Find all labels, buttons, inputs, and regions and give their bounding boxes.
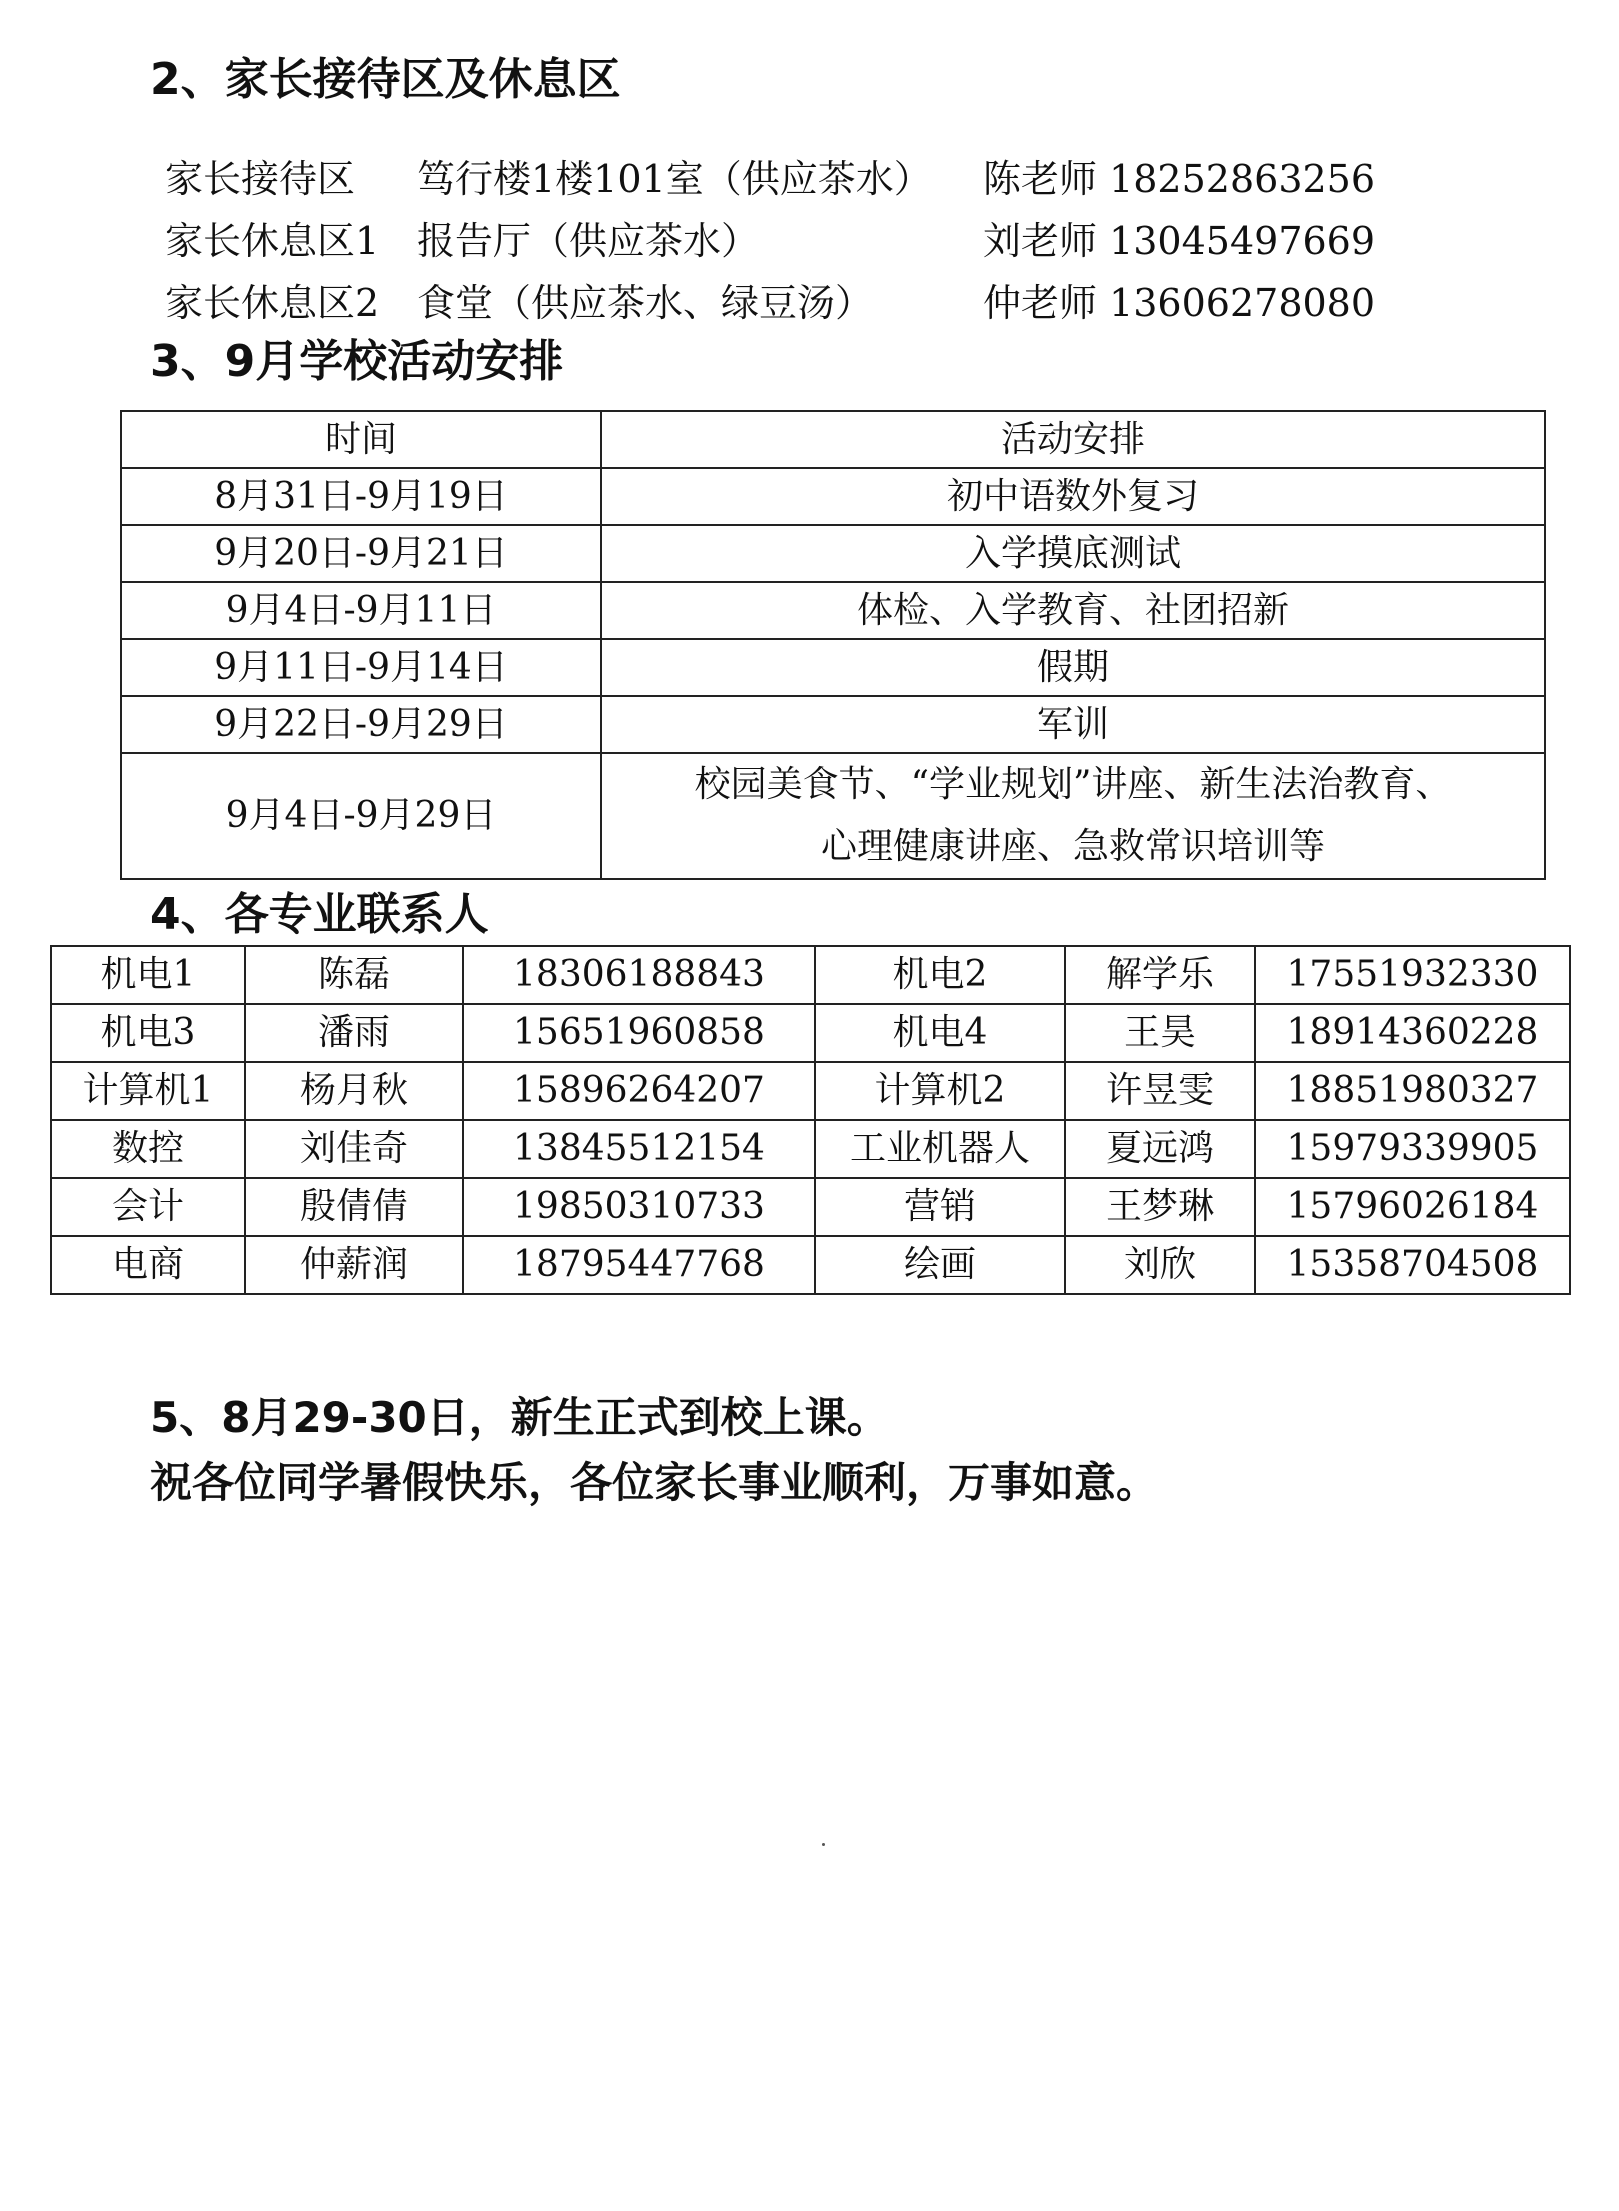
schedule-activity: 初中语数外复习 [601,468,1545,525]
major-name: 电商 [51,1236,245,1294]
schedule-activity: 入学摸底测试 [601,525,1545,582]
contact-name: 殷倩倩 [245,1178,463,1236]
schedule-header-time: 时间 [121,411,601,468]
contact-phone: 19850310733 [463,1178,815,1236]
contact-name: 王梦琳 [1065,1178,1255,1236]
schedule-activity: 体检、入学教育、社团招新 [601,582,1545,639]
contact-row [51,1236,1570,1294]
schedule-activity: 假期 [601,639,1545,696]
section3-heading: 3、9月学校活动安排 [150,336,564,387]
schedule-time: 9月22日-9月29日 [121,696,601,753]
major-name: 会计 [51,1178,245,1236]
contact-phone: 18795447768 [463,1236,815,1294]
schedule-time: 9月11日-9月14日 [121,639,601,696]
contact-phone: 15796026184 [1255,1178,1570,1236]
schedule-table [120,410,1546,880]
contact-phone: 18306188843 [463,946,815,1004]
schedule-header-activity: 活动安排 [601,411,1545,468]
major-name: 计算机1 [51,1062,245,1120]
contact-name: 刘欣 [1065,1236,1255,1294]
contact-name: 许昱雯 [1065,1062,1255,1120]
section2-heading: 2、家长接待区及休息区 [150,54,621,105]
contact-name: 解学乐 [1065,946,1255,1004]
contact-phone: 15358704508 [1255,1236,1570,1294]
reception-location: 报告厅（供应茶水） [417,219,760,263]
reception-location: 笃行楼1楼101室（供应茶水） [417,157,932,201]
schedule-activity-line: 心理健康讲座、急救常识培训等 [820,826,1325,867]
contact-row [51,1062,1570,1120]
schedule-row [121,639,1545,696]
stray-dot [822,1843,825,1846]
major-name: 数控 [51,1120,245,1178]
section5-line1: 5、8月29-30日，新生正式到校上课。 [150,1393,889,1442]
schedule-row [121,525,1545,582]
contact-phone: 18914360228 [1255,1004,1570,1062]
schedule-row [121,468,1545,525]
contact-name: 仲薪润 [245,1236,463,1294]
major-name: 工业机器人 [815,1120,1065,1178]
major-name: 机电4 [815,1004,1065,1062]
schedule-activity [601,753,1545,879]
schedule-header-row [121,411,1545,468]
contact-row [51,1004,1570,1062]
reception-contact: 陈老师 18252863256 [983,157,1376,201]
schedule-row [121,753,1545,879]
contact-row [51,1178,1570,1236]
contact-phone: 17551932330 [1255,946,1570,1004]
schedule-time: 9月4日-9月29日 [121,753,601,879]
contact-name: 刘佳奇 [245,1120,463,1178]
reception-location: 食堂（供应茶水、绿豆汤） [417,281,874,325]
contacts-table [50,945,1571,1295]
reception-area: 家长接待区 [165,157,356,201]
contact-name: 杨月秋 [245,1062,463,1120]
contact-phone: 15651960858 [463,1004,815,1062]
contact-name: 夏远鸿 [1065,1120,1255,1178]
schedule-row [121,582,1545,639]
contact-name: 王昊 [1065,1004,1255,1062]
schedule-time: 9月4日-9月11日 [121,582,601,639]
schedule-time: 8月31日-9月19日 [121,468,601,525]
reception-contact: 刘老师 13045497669 [983,219,1376,263]
major-name: 机电1 [51,946,245,1004]
schedule-activity-line: 校园美食节、“学业规划”讲座、新生法治教育、 [694,764,1452,805]
major-name: 绘画 [815,1236,1065,1294]
reception-area: 家长休息区1 [165,219,380,263]
reception-area: 家长休息区2 [165,281,380,325]
major-name: 机电3 [51,1004,245,1062]
contact-name: 潘雨 [245,1004,463,1062]
contact-name: 陈磊 [245,946,463,1004]
schedule-activity: 军训 [601,696,1545,753]
major-name: 机电2 [815,946,1065,1004]
contact-phone: 18851980327 [1255,1062,1570,1120]
contact-row [51,1120,1570,1178]
contact-phone: 15896264207 [463,1062,815,1120]
contact-phone: 13845512154 [463,1120,815,1178]
major-name: 计算机2 [815,1062,1065,1120]
contact-phone: 15979339905 [1255,1120,1570,1178]
reception-contact: 仲老师 13606278080 [983,281,1376,325]
schedule-time: 9月20日-9月21日 [121,525,601,582]
major-name: 营销 [815,1178,1065,1236]
section4-heading: 4、各专业联系人 [150,889,489,940]
contact-row [51,946,1570,1004]
section5-line2: 祝各位同学暑假快乐，各位家长事业顺利，万事如意。 [150,1458,1159,1507]
schedule-row [121,696,1545,753]
